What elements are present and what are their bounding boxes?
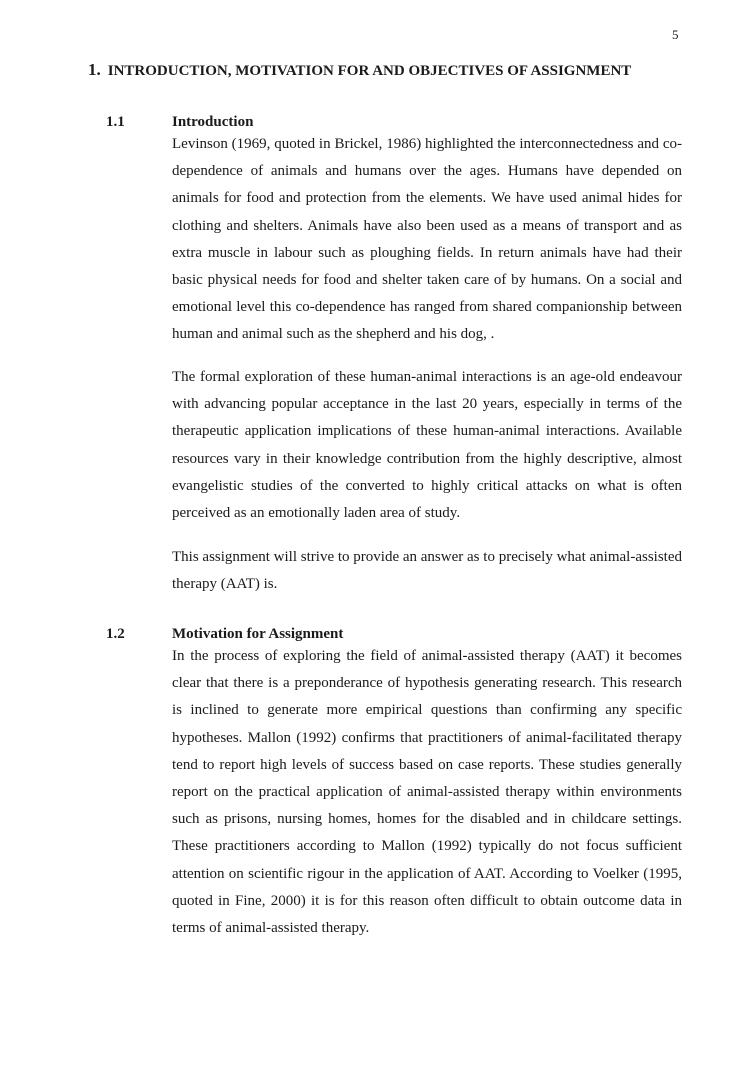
chapter-number: 1.: [88, 60, 101, 79]
paragraph: This assignment will strive to provide an answer as to precisely what animal-assisted therapy (AAT) is.: [172, 549, 682, 593]
section-title: Motivation for Assignment: [172, 626, 344, 642]
section-number: 1.2: [106, 626, 125, 642]
paragraph: Levinson (1969, quoted in Brickel, 1986) highlighted the interconnectedness and co-dependence of animals and humans over the ages. Humans have depended on animals for food and protection from the elements. We have used animal hides for clothing and shelters. Animals have also been used as a means of transport and as extra muscle in labour such as ploughing fields. In return animals have had their basic physical needs for food and shelter taken care of by humans. On a social and emotional level this co-dependence has ranged from shared companionship between human and animal such as the shepherd and his dog, .: [172, 136, 682, 343]
section-number: 1.1: [106, 114, 125, 130]
chapter-heading: [88, 60, 708, 80]
paragraph: In the process of exploring the field of animal-assisted therapy (AAT) it becomes clear that there is a preponderance of hypothesis generating research. This research is inclined to generate more empirical questions than confirming any specific hypotheses. Mallon (1992) confirms that practitioners of animal-facilitated therapy tend to report high levels of success based on case reports. These studies generally report on the practical application of animal-assisted therapy within environments such as prisons, nursing homes, homes for the disabled and in childcare settings. These practitioners according to Mallon (1992) typically do not focus sufficient attention on scientific rigour in the application of AAT. According to Voelker (1995, quoted in Fine, 2000) it is for this reason often difficult to obtain outcome data in terms of animal-assisted therapy.: [172, 648, 682, 937]
paragraph: The formal exploration of these human-animal interactions is an age-old endeavour with advancing popular acceptance in the last 20 years, especially in terms of the therapeutic application implications of these human-animal interactions. Available resources vary in their knowledge contribution from the highly descriptive, almost evangelistic studies of the converted to highly critical attacks on what is often perceived as an emotionally laden area of study.: [172, 369, 682, 522]
section-title: Introduction: [172, 114, 254, 130]
chapter-title: INTRODUCTION, MOTIVATION FOR AND OBJECTIVES OF ASSIGNMENT: [107, 63, 632, 79]
page-number: 5: [672, 27, 679, 42]
